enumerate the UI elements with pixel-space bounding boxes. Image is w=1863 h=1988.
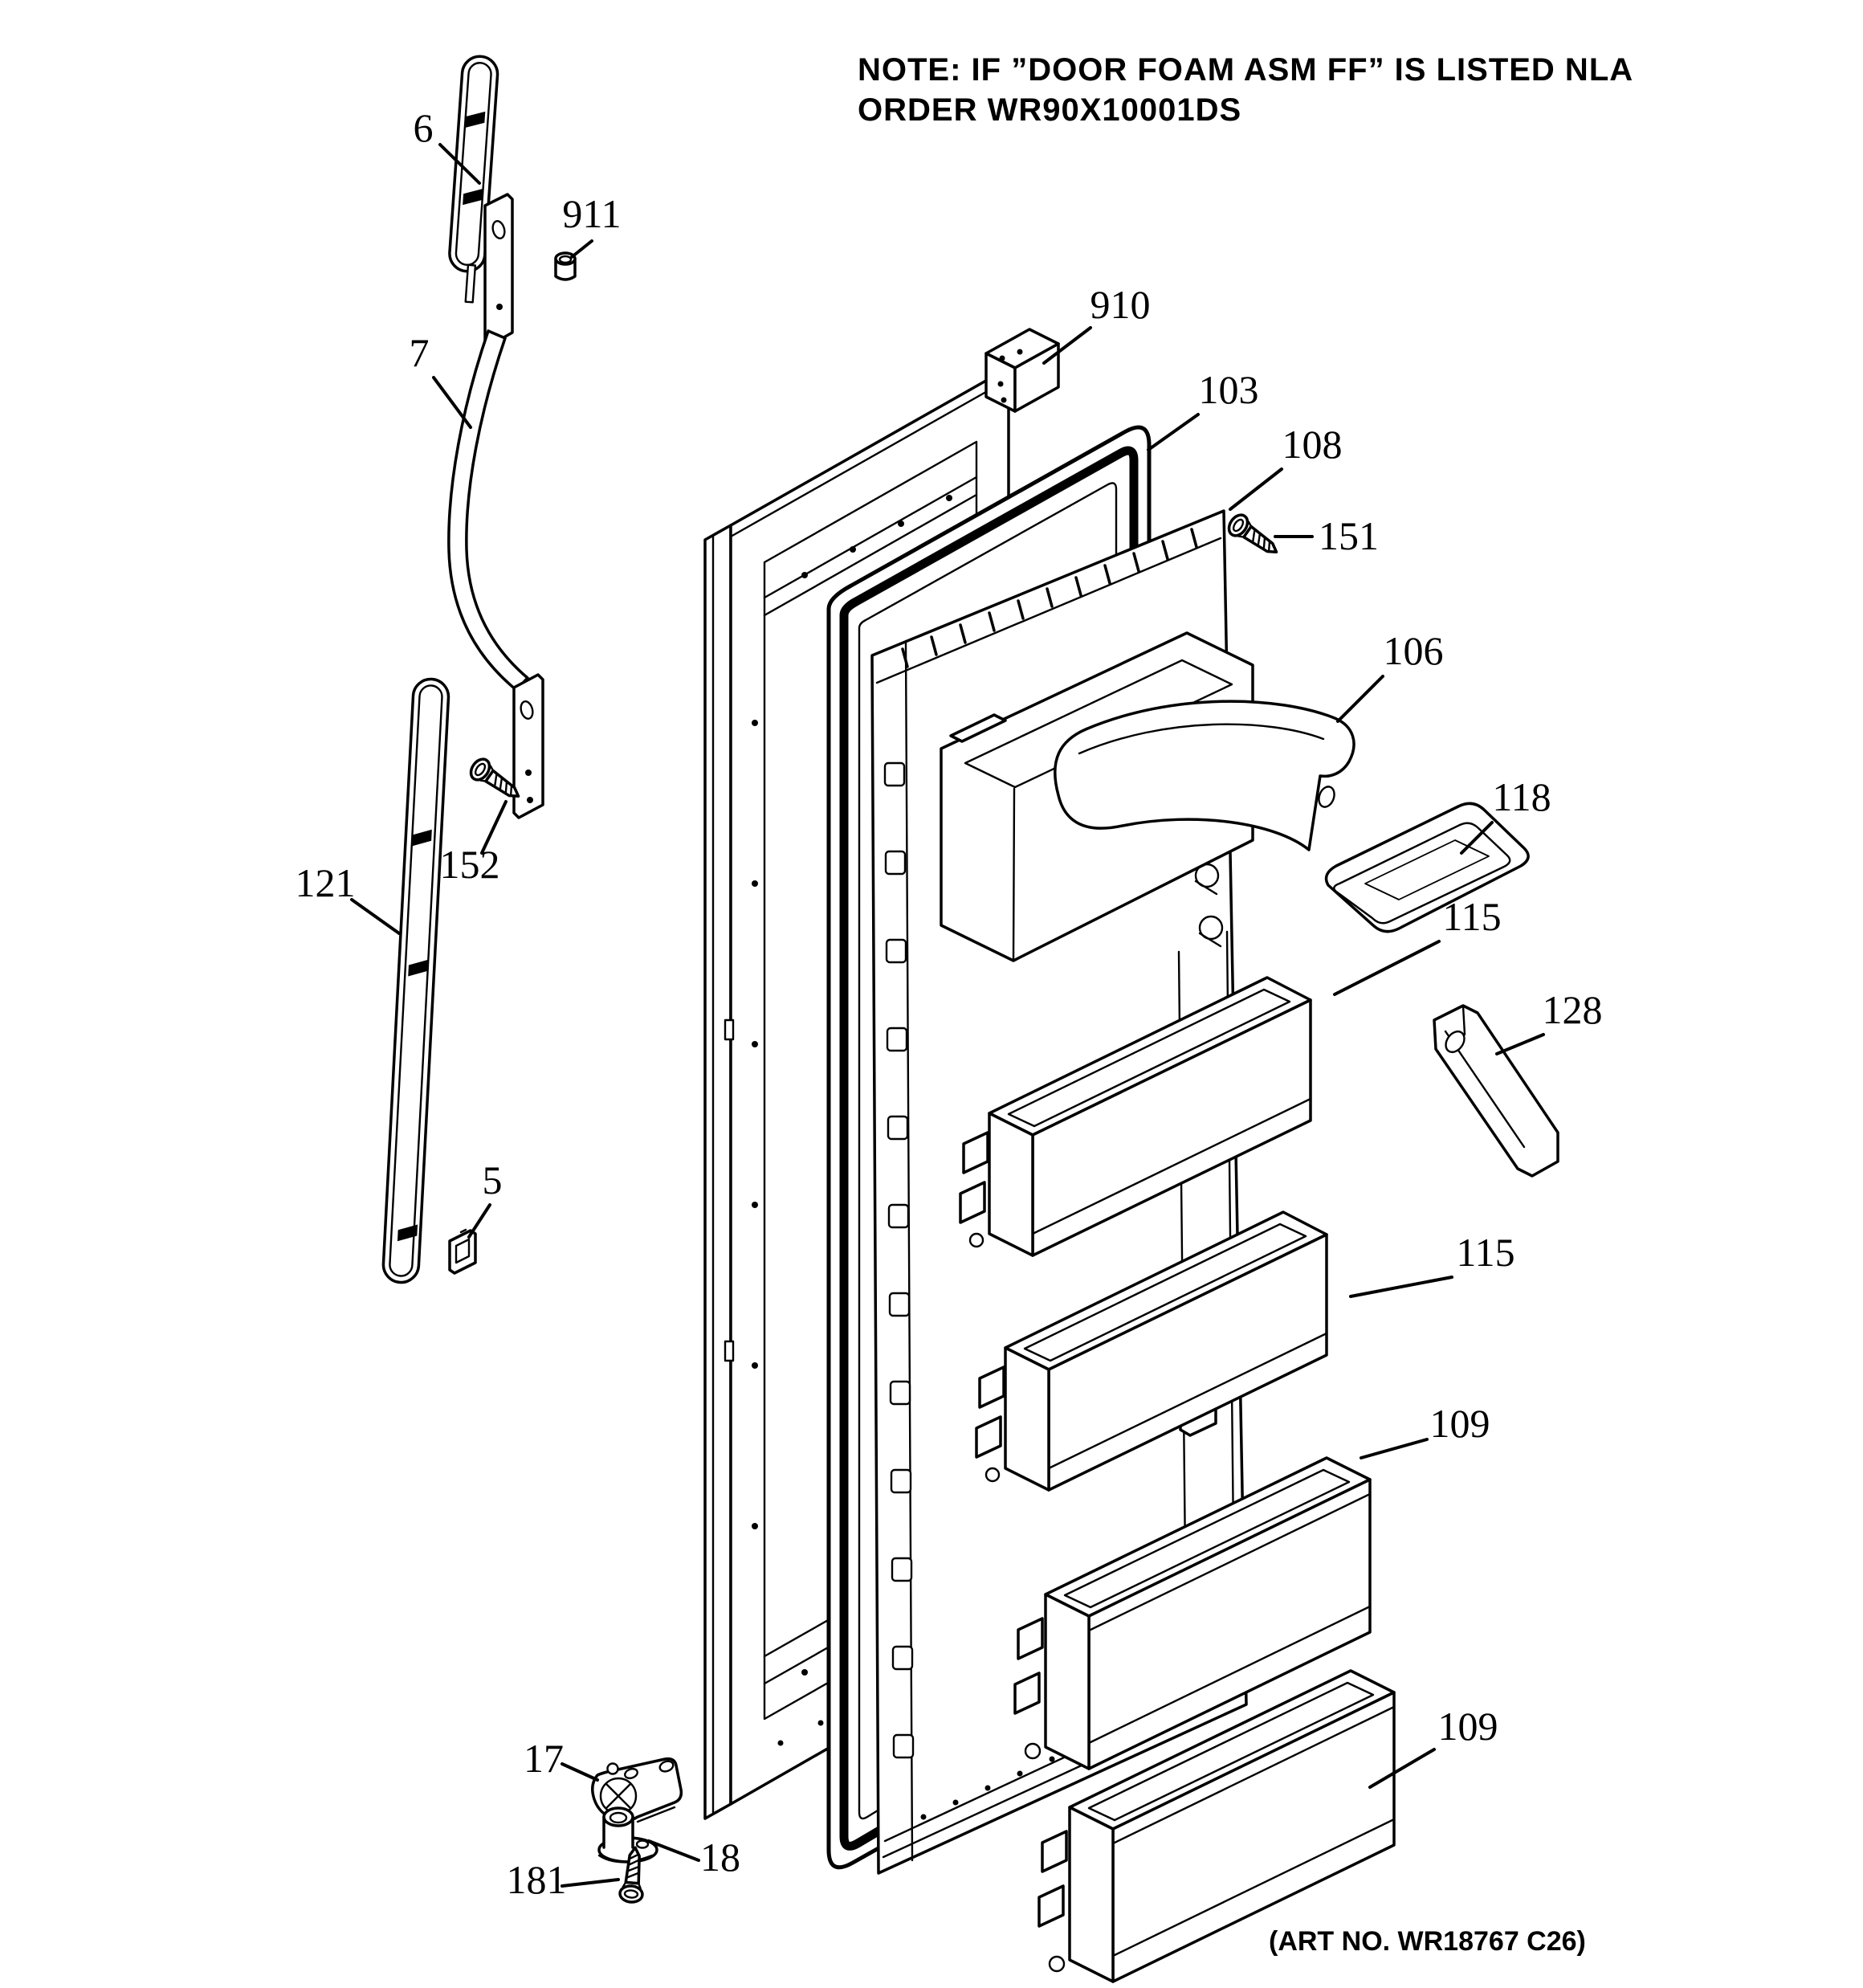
note-line-2: ORDER WR90X10001DS [858, 92, 1242, 128]
note-block [858, 52, 1633, 128]
callout-108: 108 [1282, 422, 1343, 467]
part-128-support-bracket [1434, 1006, 1558, 1176]
callout-6: 6 [413, 105, 434, 150]
callout-106: 106 [1383, 628, 1444, 673]
callout-18: 18 [700, 1835, 740, 1880]
callout-115b: 115 [1456, 1230, 1515, 1275]
part-121-lower-trim-strip [382, 678, 449, 1283]
callout-109b: 109 [1437, 1704, 1498, 1749]
callout-151: 151 [1319, 513, 1379, 558]
callout-7: 7 [409, 330, 430, 375]
callout-17: 17 [524, 1736, 564, 1781]
callout-911: 911 [562, 191, 622, 236]
callout-115a: 115 [1442, 894, 1502, 939]
note-line-1: NOTE: IF ”DOOR FOAM ASM FF” IS LISTED NLA [858, 52, 1634, 88]
part-5-clip [450, 1230, 475, 1273]
part-7-door-handle [449, 194, 543, 818]
callout-109a: 109 [1429, 1401, 1490, 1446]
callout-121: 121 [295, 860, 356, 905]
callout-118: 118 [1492, 774, 1551, 819]
callout-910: 910 [1090, 282, 1151, 327]
part-18-hinge-bushing [599, 1808, 657, 1862]
callout-152: 152 [439, 842, 500, 887]
art-number: (ART NO. WR18767 C26) [1269, 1926, 1586, 1957]
callout-128: 128 [1542, 987, 1603, 1032]
part-910-door-cap [986, 329, 1058, 411]
callout-5: 5 [482, 1157, 503, 1202]
callout-181: 181 [506, 1857, 567, 1902]
callout-103: 103 [1198, 367, 1259, 412]
